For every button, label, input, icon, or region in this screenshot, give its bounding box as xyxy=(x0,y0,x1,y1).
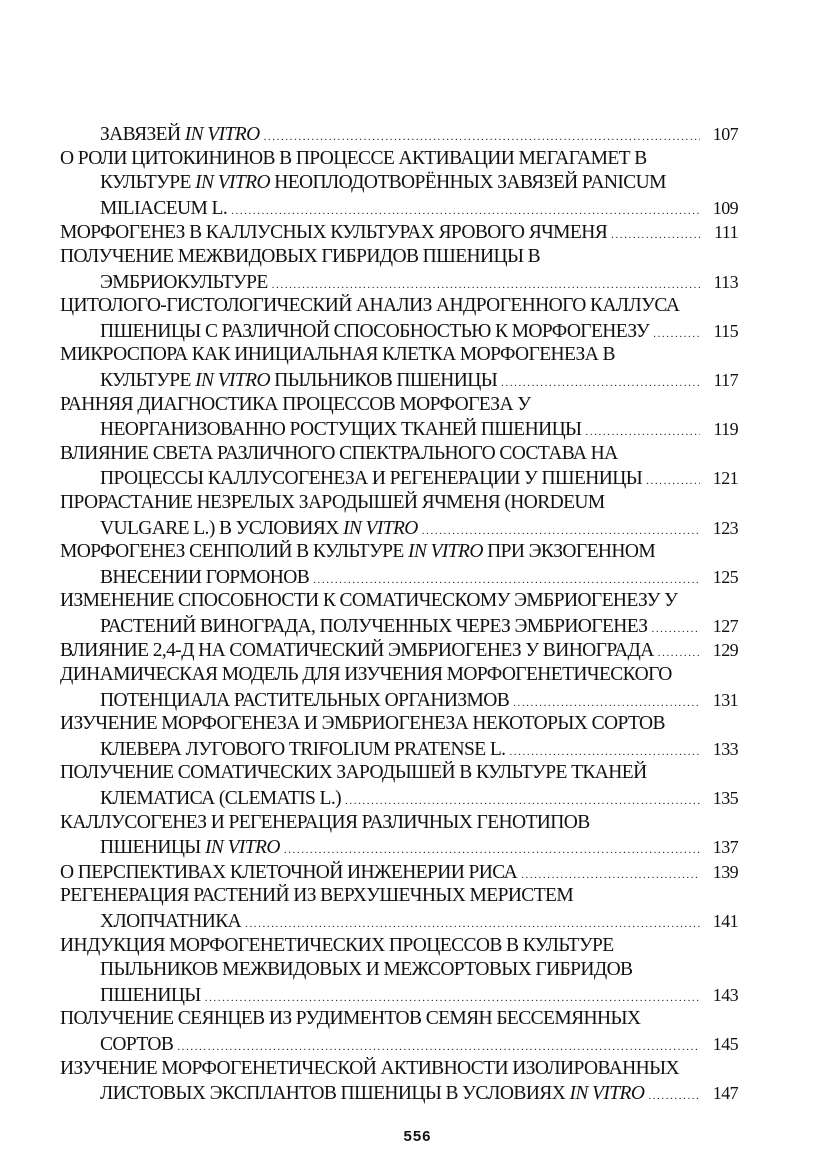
toc-line xyxy=(60,220,738,245)
toc-text: ПЫЛЬНИКОВ ПШЕНИЦЫ xyxy=(269,369,498,391)
toc-page-number: 147 xyxy=(712,1083,738,1104)
toc-line-text xyxy=(60,344,615,365)
toc-text: ЛИСТОВЫХ ЭКСПЛАНТОВ ПШЕНИЦЫ В УСЛОВИЯХ xyxy=(100,1083,570,1105)
toc-text: ХЛОПЧАТНИКА xyxy=(100,911,242,932)
toc-page-number: 125 xyxy=(712,566,738,587)
toc-line xyxy=(60,491,738,516)
toc-line xyxy=(60,417,738,442)
toc-text: ИЗУЧЕНИЕ МОРФОГЕНЕТИЧЕСКОЙ АКТИВНОСТИ ИЗОЛИРОВАННЫХ xyxy=(60,1057,680,1079)
toc-page-number: 117 xyxy=(713,369,738,390)
toc-text: ИЗМЕНЕНИЕ СПОСОБНОСТИ К СОМАТИЧЕСКОМУ ЭМБРИОГЕНЕЗУ У xyxy=(60,590,678,612)
toc-text: МОРФОГЕНЕЗ СЕНПОЛИЙ В КУЛЬТУРЕ xyxy=(60,541,408,563)
toc-line xyxy=(60,368,738,393)
toc-line-text xyxy=(60,639,654,664)
toc-line xyxy=(60,786,738,811)
toc-line-text xyxy=(60,246,540,267)
toc-line-text xyxy=(100,959,632,980)
toc-line xyxy=(60,319,738,344)
toc-line-text xyxy=(60,1058,679,1079)
toc-page-number: 123 xyxy=(712,517,738,538)
toc-line xyxy=(60,540,738,565)
toc-text: ВЛИЯНИЕ СВЕТА РАЗЛИЧНОГО СПЕКТРАЛЬНОГО СОСТАВА НА xyxy=(60,442,618,464)
toc-text: КУЛЬТУРЕ xyxy=(100,172,196,194)
toc-page-number: 137 xyxy=(712,837,738,858)
toc-line xyxy=(60,638,738,663)
toc-line xyxy=(60,294,738,319)
toc-leader-dots xyxy=(648,1084,700,1109)
toc-page-number: 111 xyxy=(714,222,738,243)
toc-line xyxy=(60,958,738,983)
toc-text: ПШЕНИЦЫ xyxy=(100,984,201,1006)
toc-line-text xyxy=(60,935,614,956)
toc-text: ПОЛУЧЕНИЕ МЕЖВИДОВЫХ ГИБРИДОВ ПШЕНИЦЫ В xyxy=(60,245,541,267)
toc-line xyxy=(60,442,738,467)
toc-page-number: 143 xyxy=(712,984,738,1005)
toc-line-text xyxy=(60,148,647,169)
toc-page-number: 139 xyxy=(712,861,738,882)
toc-text: КЛЕВЕРА ЛУГОВОГО TRIFOLIUM PRATENSE L. xyxy=(100,738,506,760)
toc-line xyxy=(60,614,738,639)
toc-line xyxy=(60,270,738,295)
toc-line xyxy=(60,466,738,491)
toc-line-text xyxy=(60,1008,640,1029)
toc-text: ПОЛУЧЕНИЕ СОМАТИЧЕСКИХ ЗАРОДЫШЕЙ В КУЛЬТУРЕ ТКАНЕЙ xyxy=(60,762,647,784)
toc-page-number: 145 xyxy=(712,1033,738,1054)
toc-italic-text: IN VITRO xyxy=(195,369,270,391)
toc-text: РАННЯЯ ДИАГНОСТИКА ПРОЦЕССОВ МОРФОГЕЗА У xyxy=(60,393,531,415)
toc-text: ПОТЕНЦИАЛА РАСТИТЕЛЬНЫХ ОРГАНИЗМОВ xyxy=(100,689,510,711)
toc-line xyxy=(60,934,738,959)
toc-line-text xyxy=(100,271,268,296)
toc-text: О ПЕРСПЕКТИВАХ КЛЕТОЧНОЙ ИНЖЕНЕРИИ РИСА xyxy=(60,861,518,883)
toc-line-text xyxy=(100,517,418,542)
toc-line-text xyxy=(100,123,260,148)
toc-text: О РОЛИ ЦИТОКИНИНОВ В ПРОЦЕССЕ АКТИВАЦИИ МЕГАГАМЕТ В xyxy=(60,147,647,169)
toc-text: ИНДУКЦИЯ МОРФОГЕНЕТИЧЕСКИХ ПРОЦЕССОВ В КУЛЬТУРЕ xyxy=(60,934,614,956)
toc-line-text xyxy=(60,713,665,734)
toc-line-text xyxy=(60,762,647,783)
toc-text: НЕОРГАНИЗОВАННО РОСТУЩИХ ТКАНЕЙ ПШЕНИЦЫ xyxy=(100,419,582,441)
toc-line xyxy=(60,688,738,713)
toc-line-text xyxy=(100,836,280,861)
toc-line xyxy=(60,122,738,147)
toc-line xyxy=(60,737,738,762)
toc-text: ИЗУЧЕНИЕ МОРФОГЕНЕЗА И ЭМБРИОГЕНЕЗА НЕКОТОРЫХ СОРТОВ xyxy=(60,713,665,735)
toc-line-text xyxy=(60,861,517,886)
toc-page-number: 135 xyxy=(712,788,738,809)
toc-page-number: 141 xyxy=(712,911,738,931)
toc-text: СОРТОВ xyxy=(100,1033,174,1055)
toc-page-number: 107 xyxy=(712,124,738,144)
toc-line xyxy=(60,909,738,934)
toc-page-number: 129 xyxy=(712,640,738,661)
toc-italic-text: IN VITRO xyxy=(342,517,418,539)
toc-line-text xyxy=(100,615,647,640)
toc-text: ЦИТОЛОГО-ГИСТОЛОГИЧЕСКИЙ АНАЛИЗ АНДРОГЕННОГО КАЛЛУСА xyxy=(60,295,680,317)
toc-line xyxy=(60,516,738,541)
toc-italic-text: IN VITRO xyxy=(408,541,483,563)
toc-page-number: 109 xyxy=(712,197,738,218)
toc-line-text xyxy=(100,910,241,935)
toc-line xyxy=(60,1032,738,1057)
toc-line-text xyxy=(100,467,642,492)
toc-text: ЭМБРИОКУЛЬТУРЕ xyxy=(100,271,268,293)
toc-line xyxy=(60,811,738,836)
toc-text: ПРИ ЭКЗОГЕННОМ xyxy=(482,541,656,563)
toc-text: КЛЕМАТИСА (CLEMATIS L.) xyxy=(100,788,342,810)
toc-text: ПШЕНИЦЫ xyxy=(100,837,205,859)
toc-text: ПРОРАСТАНИЕ НЕЗРЕЛЫХ ЗАРОДЫШЕЙ ЯЧМЕНЯ (HORDEUM xyxy=(60,491,605,513)
toc-line-text xyxy=(60,541,655,562)
toc-text: КАЛЛУСОГЕНЕЗ И РЕГЕНЕРАЦИЯ РАЗЛИЧНЫХ ГЕНОТИПОВ xyxy=(60,811,590,833)
toc-text: ПШЕНИЦЫ С РАЗЛИЧНОЙ СПОСОБНОСТЬЮ К МОРФОГЕНЕЗУ xyxy=(100,320,650,342)
toc-line-text xyxy=(60,812,590,833)
toc-text: ДИНАМИЧЕСКАЯ МОДЕЛЬ ДЛЯ ИЗУЧЕНИЯ МОРФОГЕНЕТИЧЕСКОГО xyxy=(60,664,672,686)
toc-line xyxy=(60,343,738,368)
toc-page-number: 119 xyxy=(713,419,738,440)
toc-line xyxy=(60,1081,738,1106)
toc-line-text xyxy=(60,492,605,513)
toc-line xyxy=(60,983,738,1008)
toc-text: НЕОПЛОДОТВОРЁННЫХ ЗАВЯЗЕЙ PANICUM xyxy=(269,172,666,194)
toc-text: КУЛЬТУРЕ xyxy=(100,369,196,391)
toc-text: MILIACEUM L. xyxy=(100,197,228,219)
toc-line-text xyxy=(100,197,227,222)
toc-page-number: 131 xyxy=(712,689,738,710)
toc-line-text xyxy=(100,320,649,345)
toc-line xyxy=(60,884,738,909)
toc-line xyxy=(60,663,738,688)
toc-page-number: 127 xyxy=(712,615,738,636)
toc-line-text xyxy=(100,738,505,763)
toc-page-number: 113 xyxy=(713,271,738,292)
toc-line-text xyxy=(60,221,607,246)
toc-text: РЕГЕНЕРАЦИЯ РАСТЕНИЙ ИЗ ВЕРХУШЕЧНЫХ МЕРИСТЕМ xyxy=(60,885,574,907)
toc-line xyxy=(60,835,738,860)
toc-line-text xyxy=(100,172,666,193)
toc-italic-text: IN VITRO xyxy=(195,172,270,194)
toc-line-text xyxy=(100,369,497,394)
toc-line-text xyxy=(60,664,672,685)
toc-text: VULGARE L.) В УСЛОВИЯХ xyxy=(100,517,343,539)
toc-italic-text: IN VITRO xyxy=(205,837,280,859)
toc-line-text xyxy=(100,787,341,812)
toc-line-text xyxy=(100,1082,644,1107)
toc-line xyxy=(60,860,738,885)
toc-page-number: 115 xyxy=(713,320,738,341)
toc-line-text xyxy=(100,566,309,591)
toc-text: МИКРОСПОРА КАК ИНИЦИАЛЬНАЯ КЛЕТКА МОРФОГЕНЕЗА В xyxy=(60,344,615,366)
toc-text: ЗАВЯЗЕЙ xyxy=(100,124,185,145)
toc-line xyxy=(60,1057,738,1082)
toc-line-text xyxy=(60,295,679,316)
toc-text: РАСТЕНИЙ ВИНОГРАДА, ПОЛУЧЕННЫХ ЧЕРЕЗ ЭМБРИОГЕНЕЗ xyxy=(100,615,648,637)
toc-text: ПРОЦЕССЫ КАЛЛУСОГЕНЕЗА И РЕГЕНЕРАЦИИ У ПШЕНИЦЫ xyxy=(100,468,643,490)
toc-line-text xyxy=(60,443,618,464)
toc-text: ВЛИЯНИЕ 2,4-Д НА СОМАТИЧЕСКИЙ ЭМБРИОГЕНЕЗ У ВИНОГРАДА xyxy=(60,640,654,662)
toc-italic-text: IN VITRO xyxy=(184,124,260,145)
toc-line xyxy=(60,589,738,614)
toc-line xyxy=(60,147,738,172)
toc-line xyxy=(60,196,738,221)
toc-text: ПЫЛЬНИКОВ МЕЖВИДОВЫХ И МЕЖСОРТОВЫХ ГИБРИДОВ xyxy=(100,959,633,981)
table-of-contents xyxy=(60,122,738,1106)
toc-line-text xyxy=(60,394,530,415)
toc-line xyxy=(60,245,738,270)
toc-page-number: 121 xyxy=(712,468,738,489)
toc-line-text xyxy=(60,885,573,906)
toc-line-text xyxy=(100,1033,173,1058)
toc-line xyxy=(60,171,738,196)
toc-text: ВНЕСЕНИИ ГОРМОНОВ xyxy=(100,566,310,588)
toc-line xyxy=(60,393,738,418)
toc-line-text xyxy=(100,984,201,1009)
toc-page-number: 133 xyxy=(712,738,738,759)
toc-text: МОРФОГЕНЕЗ В КАЛЛУСНЫХ КУЛЬТУРАХ ЯРОВОГО ЯЧМЕНЯ xyxy=(60,222,608,244)
toc-line-text xyxy=(100,418,581,443)
toc-line xyxy=(60,565,738,590)
toc-line xyxy=(60,761,738,786)
toc-line-text xyxy=(60,590,677,611)
toc-line-text xyxy=(100,689,509,714)
toc-italic-text: IN VITRO xyxy=(569,1083,645,1105)
toc-line xyxy=(60,1007,738,1032)
toc-text: ПОЛУЧЕНИЕ СЕЯНЦЕВ ИЗ РУДИМЕНТОВ СЕМЯН БЕССЕМЯННЫХ xyxy=(60,1008,641,1030)
page-number: 556 xyxy=(403,1128,432,1145)
toc-line xyxy=(60,712,738,737)
